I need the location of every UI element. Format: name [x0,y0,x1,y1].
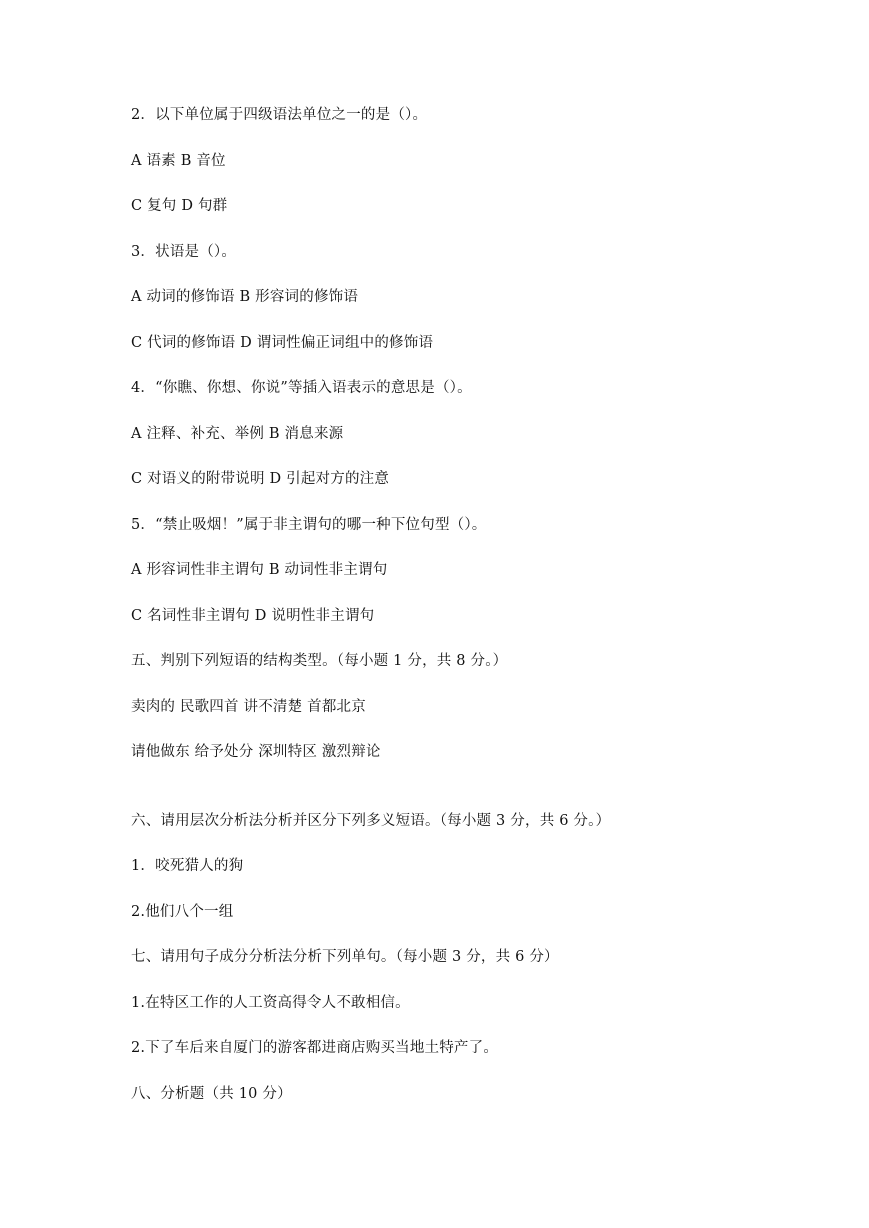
question-4-options-ab: A 注释、补充、举例 B 消息来源 [131,426,344,442]
question-3-options-ab: A 动词的修饰语 B 形容词的修饰语 [131,289,359,305]
section-6-item-1: 1．咬死猎人的狗 [131,858,244,874]
section-6-item-2: 2.他们八个一组 [131,904,234,920]
question-5-options-ab: A 形容词性非主谓句 B 动词性非主谓句 [131,562,388,578]
section-5-phrases-row-2: 请他做东 给予处分 深圳特区 激烈辩论 [131,744,381,760]
section-7-heading: 七、请用句子成分分析法分析下列单句。（每小题 3 分，共 6 分） [131,949,559,965]
question-5-options-cd: C 名词性非主谓句 D 说明性非主谓句 [131,608,375,624]
section-7-item-1: 1.在特区工作的人工资高得令人不敢相信。 [131,995,410,1011]
question-2: 2．以下单位属于四级语法单位之一的是（）。 [131,107,428,123]
section-5-heading: 五、判别下列短语的结构类型。（每小题 1 分，共 8 分。） [131,653,508,669]
question-4-options-cd: C 对语义的附带说明 D 引起对方的注意 [131,471,390,487]
question-2-options-cd: C 复句 D 句群 [131,198,228,214]
question-2-options-ab: A 语素 B 音位 [131,153,226,169]
question-5: 5．“禁止吸烟！”属于非主谓句的哪一种下位句型（）。 [131,517,487,533]
section-8-heading: 八、分析题（共 10 分） [131,1086,292,1102]
question-4: 4．“你瞧、你想、你说”等插入语表示的意思是（）。 [131,380,472,396]
question-3-options-cd: C 代词的修饰语 D 谓词性偏正词组中的修饰语 [131,335,434,351]
section-5-phrases-row-1: 卖肉的 民歌四首 讲不清楚 首都北京 [131,699,366,715]
question-3: 3．状语是（）。 [131,244,237,260]
section-6-heading: 六、请用层次分析法分析并区分下列多义短语。（每小题 3 分，共 6 分。） [131,813,611,829]
section-7-item-2: 2.下了车后来自厦门的游客都进商店购买当地土特产了。 [131,1040,499,1056]
